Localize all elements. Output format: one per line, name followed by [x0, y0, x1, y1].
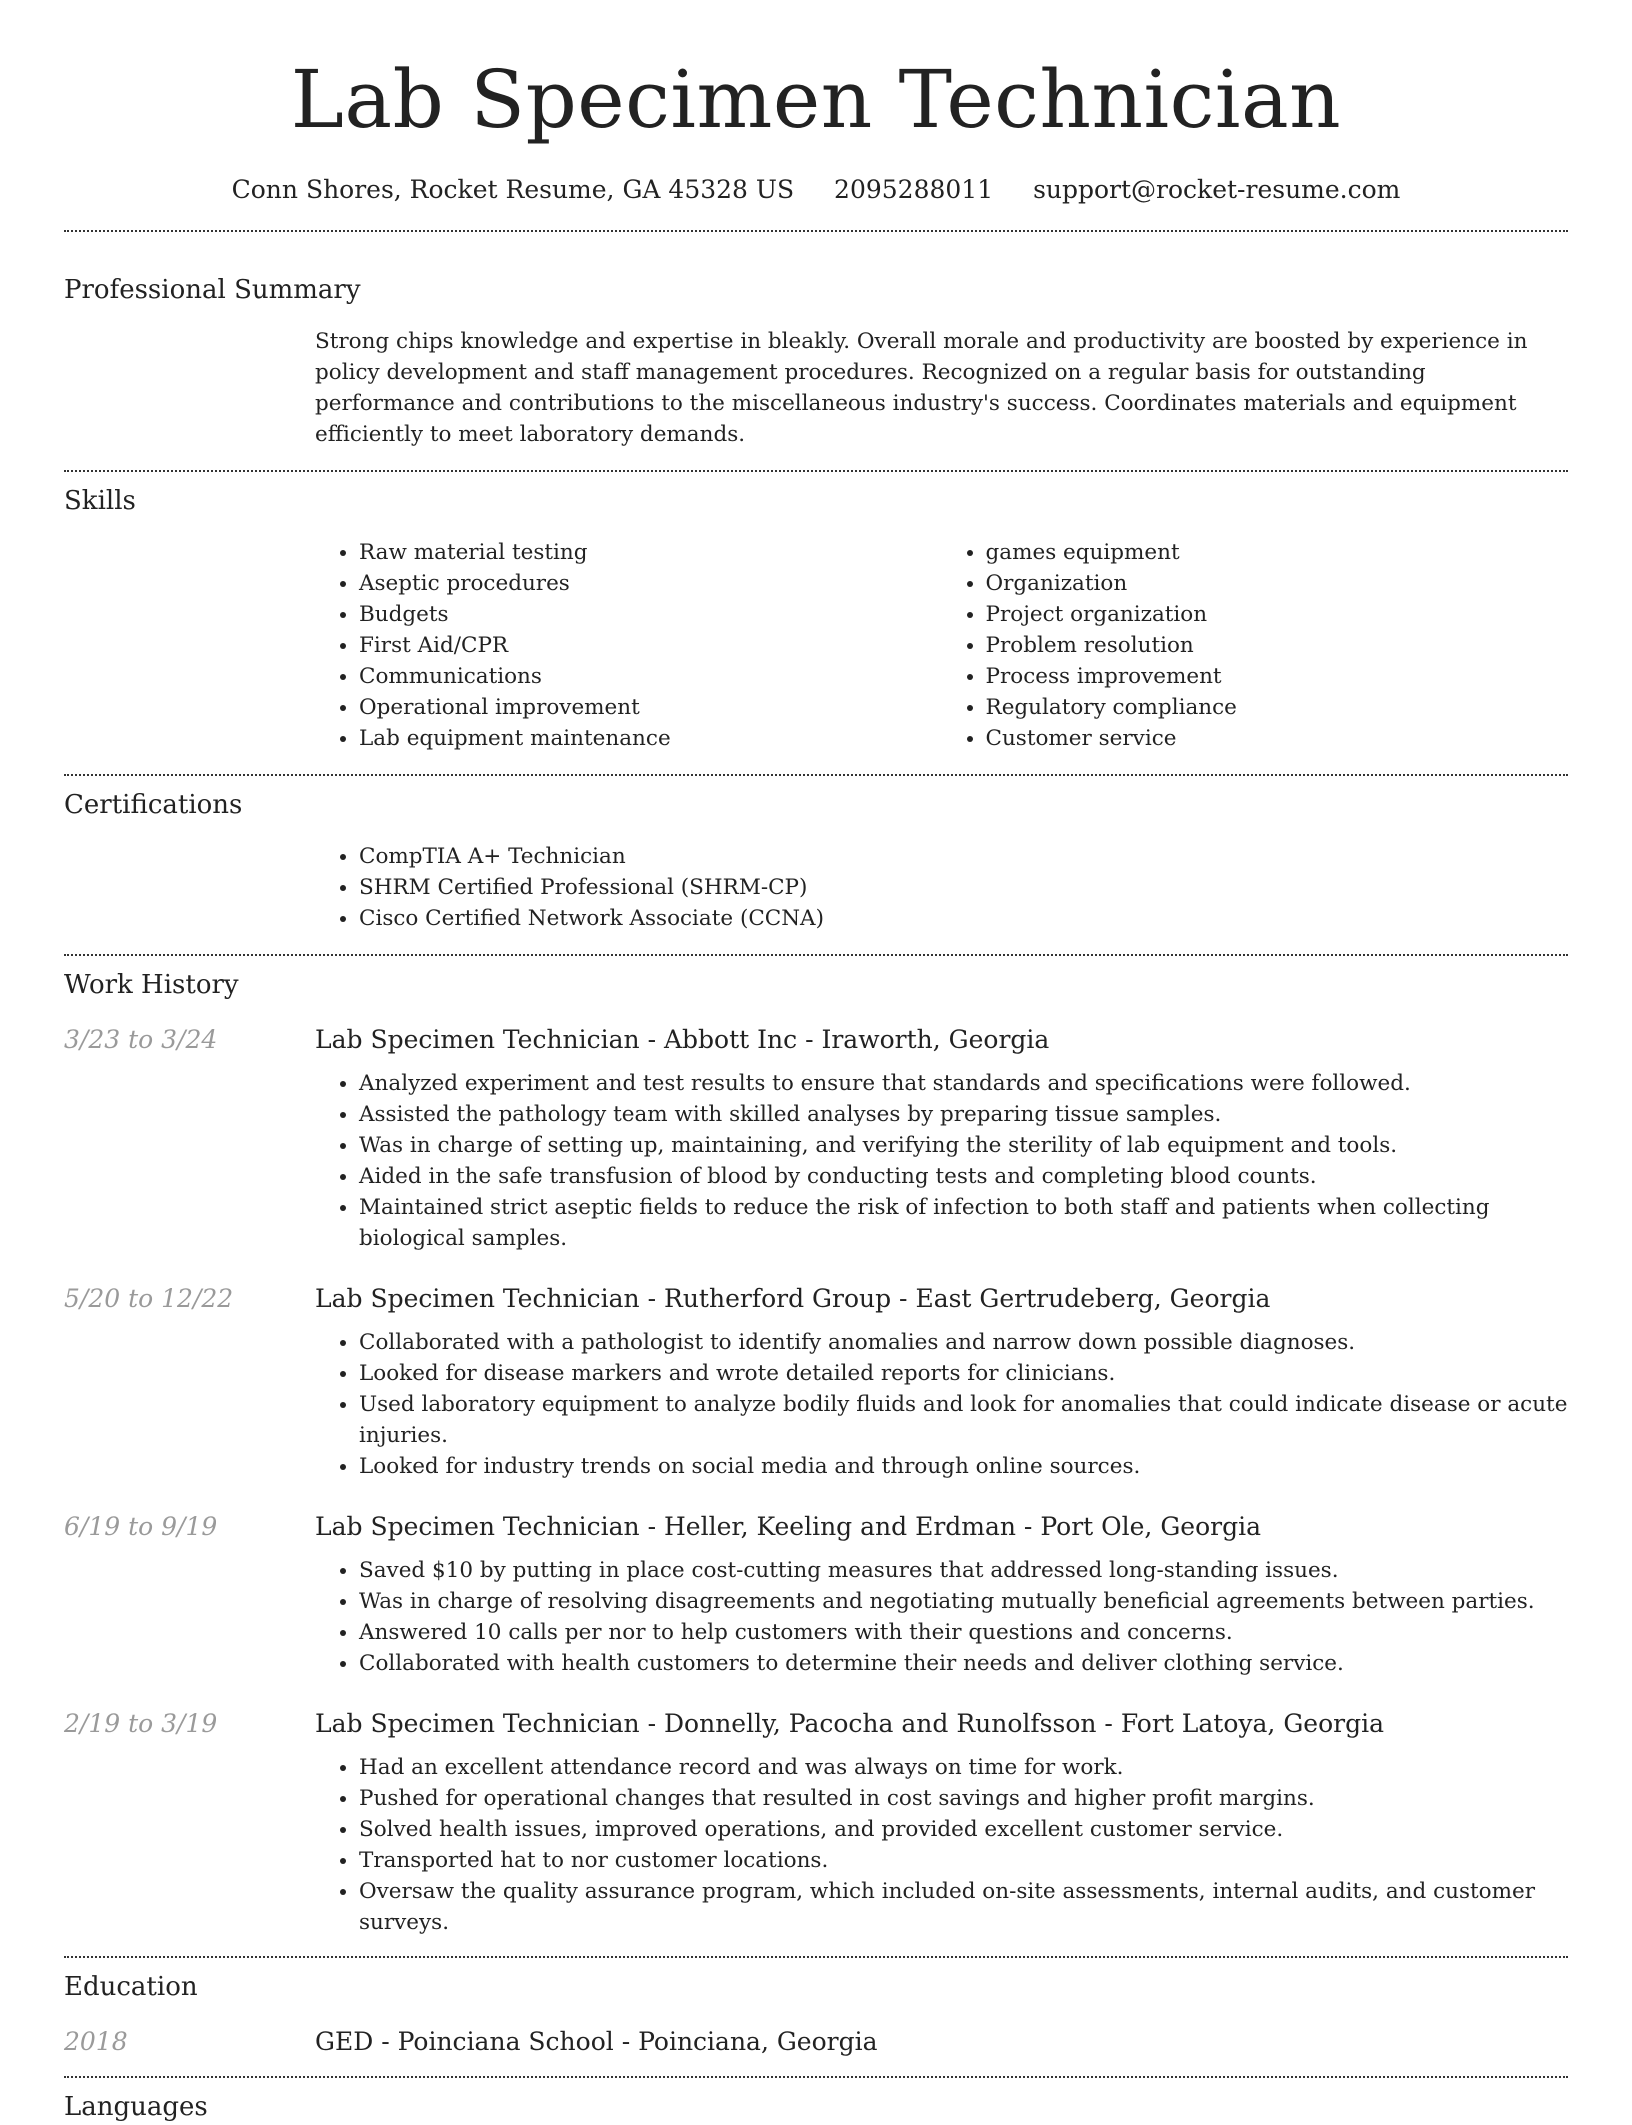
skill-item: • Regulatory compliance [986, 692, 1569, 723]
job-title: Lab Specimen Technician - Rutherford Group - East Gertrudeberg, Georgia [315, 1284, 1271, 1313]
certifications-block [315, 841, 1568, 934]
divider [64, 2076, 1568, 2078]
summary-heading: Professional Summary [64, 275, 361, 305]
certifications-list [315, 841, 1568, 934]
education-entry [64, 2027, 1568, 2056]
skill-item: • Organization [986, 568, 1569, 599]
job-bullet: • Analyzed experiment and test results to ensure that standards and specifications were followed. [359, 1068, 1572, 1099]
job-header [64, 1025, 1568, 1054]
skill-item: • Communications [359, 661, 942, 692]
job-bullet: • Was in charge of resolving disagreements and negotiating mutually beneficial agreements between parties. [359, 1586, 1572, 1617]
job-bullet: • Transported hat to nor customer locations. [359, 1845, 1572, 1876]
contact-phone: 2095288011 [834, 175, 994, 204]
certifications-heading: Certifications [64, 790, 243, 820]
skill-item: • Budgets [359, 599, 942, 630]
work-history-heading: Work History [64, 970, 239, 1000]
job-bullets [315, 1068, 1572, 1254]
skill-item: • Operational improvement [359, 692, 942, 723]
certification-item: • CompTIA A+ Technician [359, 841, 1568, 872]
job-bullet: • Saved $10 by putting in place cost-cutting measures that addressed long-standing issues. [359, 1555, 1572, 1586]
skill-item: • games equipment [986, 537, 1569, 568]
job-bullet: • Oversaw the quality assurance program, which included on-site assessments, internal audits, and customer surveys. [359, 1876, 1572, 1938]
summary-text: Strong chips knowledge and expertise in bleakly. Overall morale and productivity are boosted by experience in policy development and staff management procedures. Recognized on a regular basis for outstanding performance and contributions to the miscellaneous industry's success. Coordinates materials and equipment efficiently to meet laboratory demands. [315, 329, 1528, 447]
skill-item: • Aseptic procedures [359, 568, 942, 599]
skill-item: • Raw material testing [359, 537, 942, 568]
divider [64, 774, 1568, 776]
divider [64, 470, 1568, 472]
job-title: Lab Specimen Technician - Donnelly, Pacocha and Runolfsson - Fort Latoya, Georgia [315, 1709, 1384, 1738]
education-detail: GED - Poinciana School - Poinciana, Georgia [315, 2027, 878, 2056]
skills-columns [315, 537, 1568, 754]
job-bullets [315, 1752, 1572, 1938]
divider [64, 1956, 1568, 1958]
job-bullets [315, 1327, 1572, 1482]
job-bullet: • Had an excellent attendance record and was always on time for work. [359, 1752, 1572, 1783]
skills-list-left [315, 537, 942, 754]
job-bullet: • Assisted the pathology team with skilled analyses by preparing tissue samples. [359, 1099, 1572, 1130]
education-date: 2018 [64, 2027, 128, 2056]
contact-email: support@rocket-resume.com [1033, 175, 1401, 204]
languages-heading: Languages [64, 2092, 208, 2122]
resume-title: Lab Specimen Technician [290, 53, 1342, 146]
job-bullet: • Used laboratory equipment to analyze bodily fluids and look for anomalies that could indicate disease or acute injuries. [359, 1389, 1572, 1451]
job-title: Lab Specimen Technician - Heller, Keeling and Erdman - Port Ole, Georgia [315, 1512, 1261, 1541]
job-bullet: • Aided in the safe transfusion of blood by conducting tests and completing blood counts. [359, 1161, 1572, 1192]
job-bullets [315, 1555, 1572, 1679]
job-title: Lab Specimen Technician - Abbott Inc - Iraworth, Georgia [315, 1025, 1050, 1054]
job-bullet: • Pushed for operational changes that resulted in cost savings and higher profit margins. [359, 1783, 1572, 1814]
job-bullet: • Answered 10 calls per nor to help customers with their questions and concerns. [359, 1617, 1572, 1648]
job-date: 3/23 to 3/24 [64, 1025, 218, 1054]
divider [64, 230, 1568, 232]
skill-item: • Lab equipment maintenance [359, 723, 942, 754]
certification-item: • Cisco Certified Network Associate (CCNA) [359, 903, 1568, 934]
job-header [64, 1284, 1568, 1313]
skill-item: • Problem resolution [986, 630, 1569, 661]
skill-item: • Customer service [986, 723, 1569, 754]
job-bullet: • Looked for industry trends on social media and through online sources. [359, 1451, 1572, 1482]
job-header [64, 1709, 1568, 1738]
job-header [64, 1512, 1568, 1541]
job-date: 6/19 to 9/19 [64, 1512, 218, 1541]
job-bullet: • Maintained strict aseptic fields to reduce the risk of infection to both staff and patients when collecting biological samples. [359, 1192, 1572, 1254]
job-bullet: • Solved health issues, improved operations, and provided excellent customer service. [359, 1814, 1572, 1845]
job-bullet: • Collaborated with health customers to determine their needs and deliver clothing service. [359, 1648, 1572, 1679]
job-bullet: • Looked for disease markers and wrote detailed reports for clinicians. [359, 1358, 1572, 1389]
certification-item: • SHRM Certified Professional (SHRM-CP) [359, 872, 1568, 903]
skill-item: • Process improvement [986, 661, 1569, 692]
divider [64, 954, 1568, 956]
skill-item: • First Aid/CPR [359, 630, 942, 661]
skills-heading: Skills [64, 486, 136, 516]
contact-address: Conn Shores, Rocket Resume, GA 45328 US [231, 175, 795, 204]
skill-item: • Project organization [986, 599, 1569, 630]
skills-list-right [942, 537, 1569, 754]
job-bullet: • Collaborated with a pathologist to identify anomalies and narrow down possible diagnoses. [359, 1327, 1572, 1358]
job-date: 2/19 to 3/19 [64, 1709, 218, 1738]
job-bullet: • Was in charge of setting up, maintaining, and verifying the sterility of lab equipment and tools. [359, 1130, 1572, 1161]
contact-line [0, 172, 1632, 208]
job-date: 5/20 to 12/22 [64, 1284, 234, 1313]
education-heading: Education [64, 1972, 198, 2002]
